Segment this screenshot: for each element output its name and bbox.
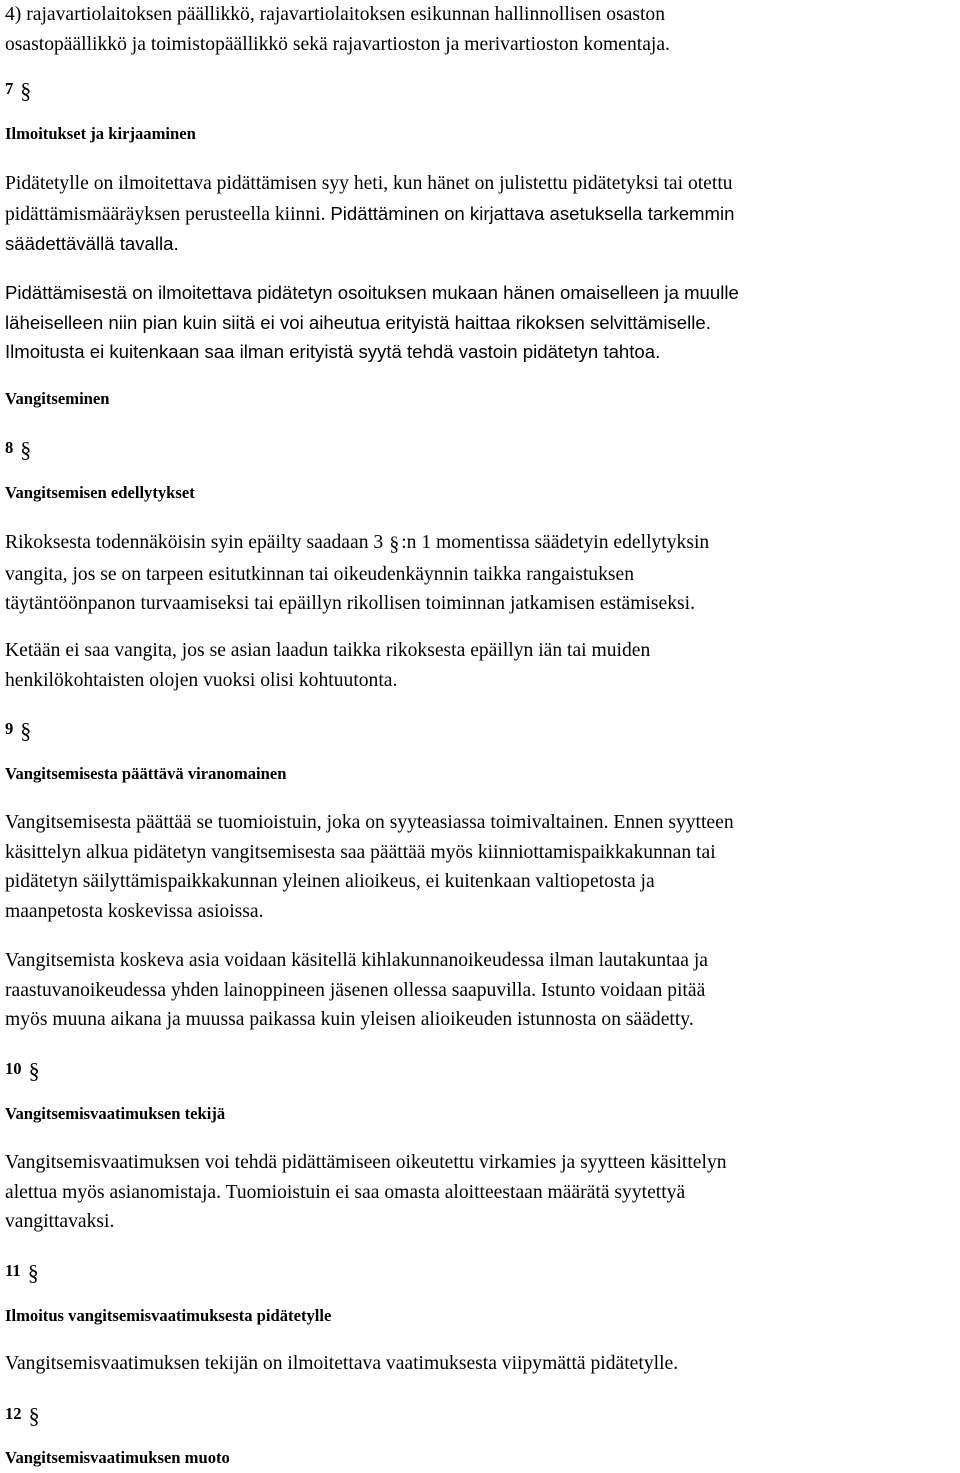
chapter-title: Vangitseminen xyxy=(5,389,110,408)
text-line: läheiselleen niin pian kuin siitä ei voi aiheutua erityistä haittaa rikoksen selvittämiselle. xyxy=(5,311,711,333)
section-symbol-icon: § xyxy=(27,1260,39,1285)
text-line: Vangitsemisvaatimuksen voi tehdä pidättämiseen oikeutettu virkamies ja syytteen käsittelyn xyxy=(5,1152,727,1173)
text-line: myös muuna aikana ja muussa paikassa kuin yleisen alioikeuden istunnosta on säädetty. xyxy=(5,1009,694,1030)
text-line: Vangitsemisvaatimuksen tekijän on ilmoitettava vaatimuksesta viipymättä pidätetylle. xyxy=(5,1353,679,1374)
section-7-paragraph-1 xyxy=(5,169,960,259)
section-number-11 xyxy=(5,1259,960,1285)
text-line: Ilmoitusta ei kuitenkaan saa ilman erityistä syytä tehdä vastoin pidätetyn tahtoa. xyxy=(5,341,661,362)
section-title-7: Ilmoitukset ja kirjaaminen xyxy=(5,124,196,143)
section-8-paragraph-2 xyxy=(5,636,960,695)
section-number-12 xyxy=(5,1402,960,1428)
text-line: täytäntöönpanon turvaamiseksi tai epäillyn rikollisen toiminnan jatkamisen estämiseksi. xyxy=(5,593,695,614)
section-number: 8 xyxy=(5,438,14,457)
section-number: 10 xyxy=(5,1059,22,1078)
text-line: Ketään ei saa vangita, jos se asian laadun taikka rikoksesta epäillyn iän tai muiden xyxy=(5,640,651,661)
section-symbol-icon: § xyxy=(389,533,400,555)
section-number: 9 xyxy=(5,719,14,738)
text-line xyxy=(5,528,960,560)
section-symbol-icon: § xyxy=(20,437,32,462)
section-symbol-icon: § xyxy=(20,718,32,743)
section-number-10 xyxy=(5,1057,960,1083)
section-number-7 xyxy=(5,77,960,103)
section-number: 7 xyxy=(5,79,14,98)
text-line: Vangitsemista koskeva asia voidaan käsitellä kihlakunnanoikeudessa ilman lautakuntaa ja xyxy=(5,950,708,971)
text-line: Vangitsemisesta päättää se tuomioistuin, joka on syyteasiassa toimivaltainen. Ennen syytteen xyxy=(5,812,734,833)
text-line: Pidättämisestä on ilmoitettava pidätetyn osoituksen mukaan hänen omaiselleen ja muulle xyxy=(5,282,739,303)
section-title-11: Ilmoitus vangitsemisvaatimuksesta pidätetylle xyxy=(5,1306,332,1325)
text-line: vangittavaksi. xyxy=(5,1211,115,1232)
text-segment: Rikoksesta todennäköisin syin epäilty saadaan 3 xyxy=(5,532,384,553)
section-symbol-icon: § xyxy=(28,1403,40,1428)
text-line: maanpetosta koskevissa asioissa. xyxy=(5,900,264,922)
section-9-paragraph-2 xyxy=(5,946,960,1035)
text-line: osastopäällikkö ja toimistopäällikkö sekä rajavartioston ja merivartioston komentaja. xyxy=(5,33,670,55)
text-segment: pidättämismääräyksen perusteella kiinni. xyxy=(5,203,326,225)
section-number-8 xyxy=(5,436,960,462)
text-line: raastuvanoikeudessa yhden lainoppineen jäsenen ollessa saapuvilla. Istunto voidaan pitää xyxy=(5,979,706,1001)
text-line: käsittelyn alkua pidätetyn vangitsemisesta saa päättää myös kiinniottamispaikkakunnan tai xyxy=(5,841,716,863)
text-line: Pidätetylle on ilmoitettava pidättämisen syy heti, kun hänet on julistettu pidätetyksi tai otettu xyxy=(5,173,733,194)
text-line: säädettävällä tavalla. xyxy=(5,233,179,254)
section-title-9: Vangitsemisesta päättävä viranomainen xyxy=(5,764,287,783)
section-symbol-icon: § xyxy=(20,78,32,103)
section-title-8: Vangitsemisen edellytykset xyxy=(5,483,195,502)
text-line xyxy=(5,199,960,230)
section-number: 12 xyxy=(5,1404,22,1423)
section-number-9 xyxy=(5,717,960,743)
section-11-paragraph-1 xyxy=(5,1349,960,1379)
section-title-10: Vangitsemisvaatimuksen tekijä xyxy=(5,1104,226,1123)
section-title-12: Vangitsemisvaatimuksen muoto xyxy=(5,1448,230,1467)
section-9-paragraph-1 xyxy=(5,808,960,926)
text-line: henkilökohtaisten olojen vuoksi olisi kohtuutonta. xyxy=(5,669,398,691)
section-7-paragraph-2 xyxy=(5,278,960,367)
intro-paragraph xyxy=(5,0,960,59)
section-symbol-icon: § xyxy=(28,1058,40,1083)
text-segment: :n 1 momentissa säädetyin edellytyksin xyxy=(401,532,710,553)
text-line: alettua myös asianomistaja. Tuomioistuin ei saa omasta aloitteestaan määrätä syytettyä xyxy=(5,1181,686,1203)
text-line: vangita, jos se on tarpeen esitutkinnan tai oikeudenkäynnin taikka rangaistuksen xyxy=(5,563,635,585)
text-segment: Pidättäminen on kirjattava asetuksella tarkemmin xyxy=(330,202,735,224)
section-8-paragraph-1 xyxy=(5,528,960,619)
section-10-paragraph-1 xyxy=(5,1148,960,1237)
text-line: 4) rajavartiolaitoksen päällikkö, rajavartiolaitoksen esikunnan hallinnollisen osaston xyxy=(5,4,666,25)
text-line: pidätetyn säilyttämispaikkakunnan yleinen alioikeus, ei kuitenkaan valtiopetosta ja xyxy=(5,871,655,892)
section-number: 11 xyxy=(5,1261,21,1280)
